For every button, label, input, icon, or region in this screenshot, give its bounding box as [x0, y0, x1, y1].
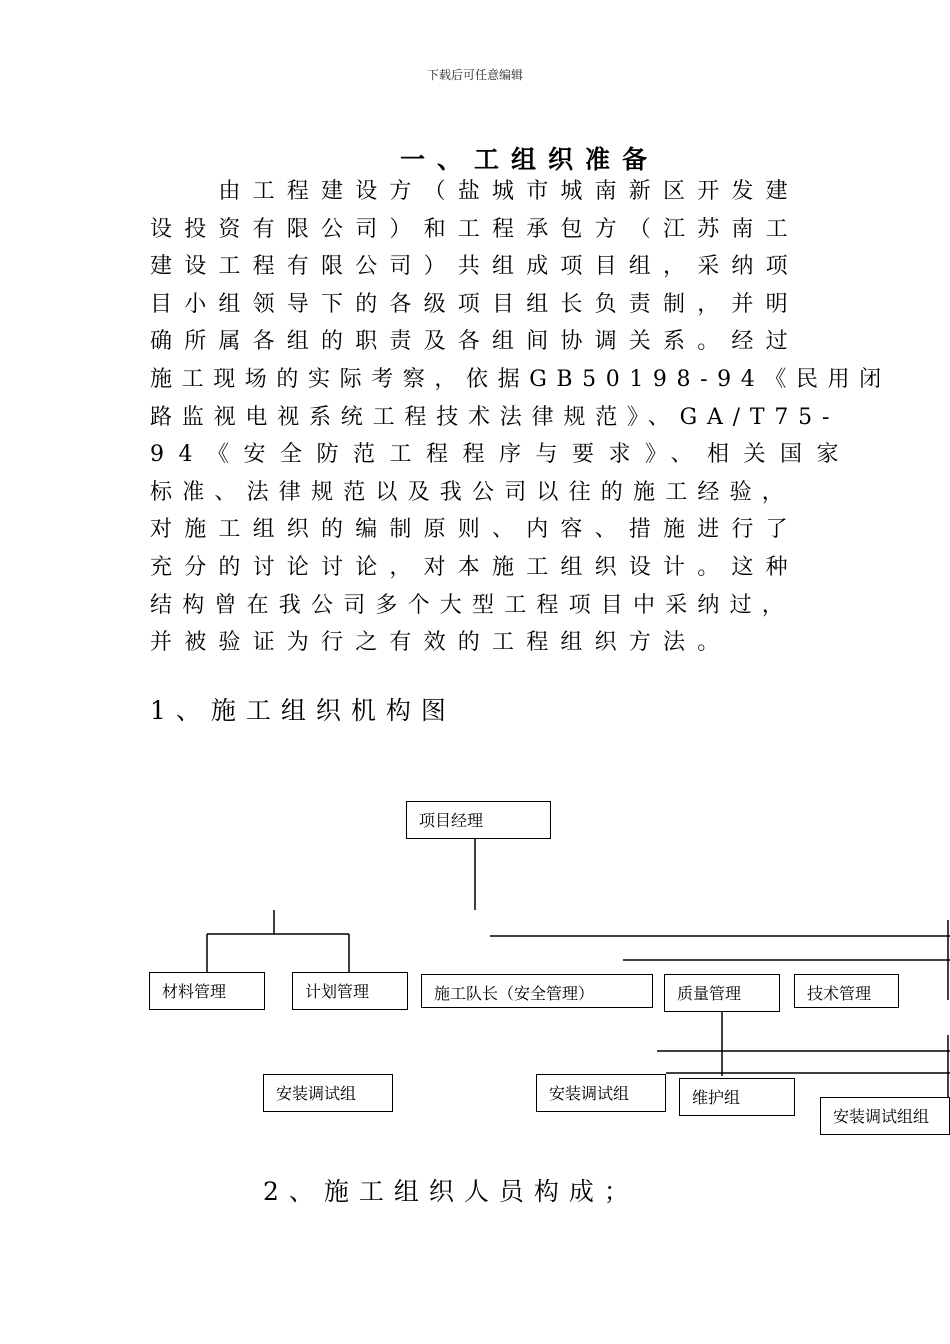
page-header: 下载后可任意编辑 — [426, 68, 523, 82]
paragraph-line: 路监视电视系统工程技术法律规范》、GA/T75- — [150, 404, 840, 430]
construction-lead-box: 施工队长（安全管理） — [421, 974, 653, 1008]
paragraph-line: 由工程建设方（盐城市城南新区开发建 — [150, 179, 800, 204]
project-manager-box: 项目经理 — [406, 801, 551, 839]
install-debug-group-box: 安装调试组组 — [820, 1097, 950, 1135]
maintenance-group-box: 维护组 — [679, 1078, 795, 1116]
paragraph-line: 建设工程有限公司）共组成项目组，采纳项 — [150, 254, 800, 280]
install-debug-group-box: 安装调试组 — [536, 1074, 666, 1112]
paragraph-line: 94《安全防范工程程序与要求》、相关国家 — [150, 442, 853, 468]
paragraph-line: 并被验证为行之有效的工程组织方法。 — [150, 630, 732, 656]
paragraph-line: 结构曾在我公司多个大型工程项目中采纳过， — [150, 592, 795, 618]
quality-management-box: 质量管理 — [664, 974, 780, 1012]
install-debug-group-box: 安装调试组 — [263, 1074, 393, 1112]
paragraph-line: 确所属各组的职责及各组间协调关系。经过 — [150, 329, 800, 355]
section-1-heading: 1、施工组织机构图 — [150, 696, 456, 725]
paragraph-line: 目小组领导下的各级项目组长负责制，并明 — [150, 291, 800, 317]
planning-management-box: 计划管理 — [292, 972, 408, 1010]
technical-management-box: 技术管理 — [794, 974, 899, 1008]
section-title: 一、工组织准备 — [400, 145, 660, 174]
paragraph-line: 设投资有限公司）和工程承包方（江苏南工 — [150, 216, 800, 242]
section-2-heading: 2、施工组织人员构成； — [263, 1177, 639, 1206]
paragraph-line: 对施工组织的编制原则、内容、措施进行了 — [150, 517, 800, 543]
paragraph-line: 充分的讨论讨论，对本施工组织设计。这种 — [150, 554, 800, 580]
paragraph-line: 标准、法律规范以及我公司以往的施工经验， — [150, 479, 795, 505]
paragraph-line: 施工现场的实际考察，依据GB50198-94《民用闭 — [150, 366, 891, 392]
materials-management-box: 材料管理 — [149, 972, 265, 1010]
